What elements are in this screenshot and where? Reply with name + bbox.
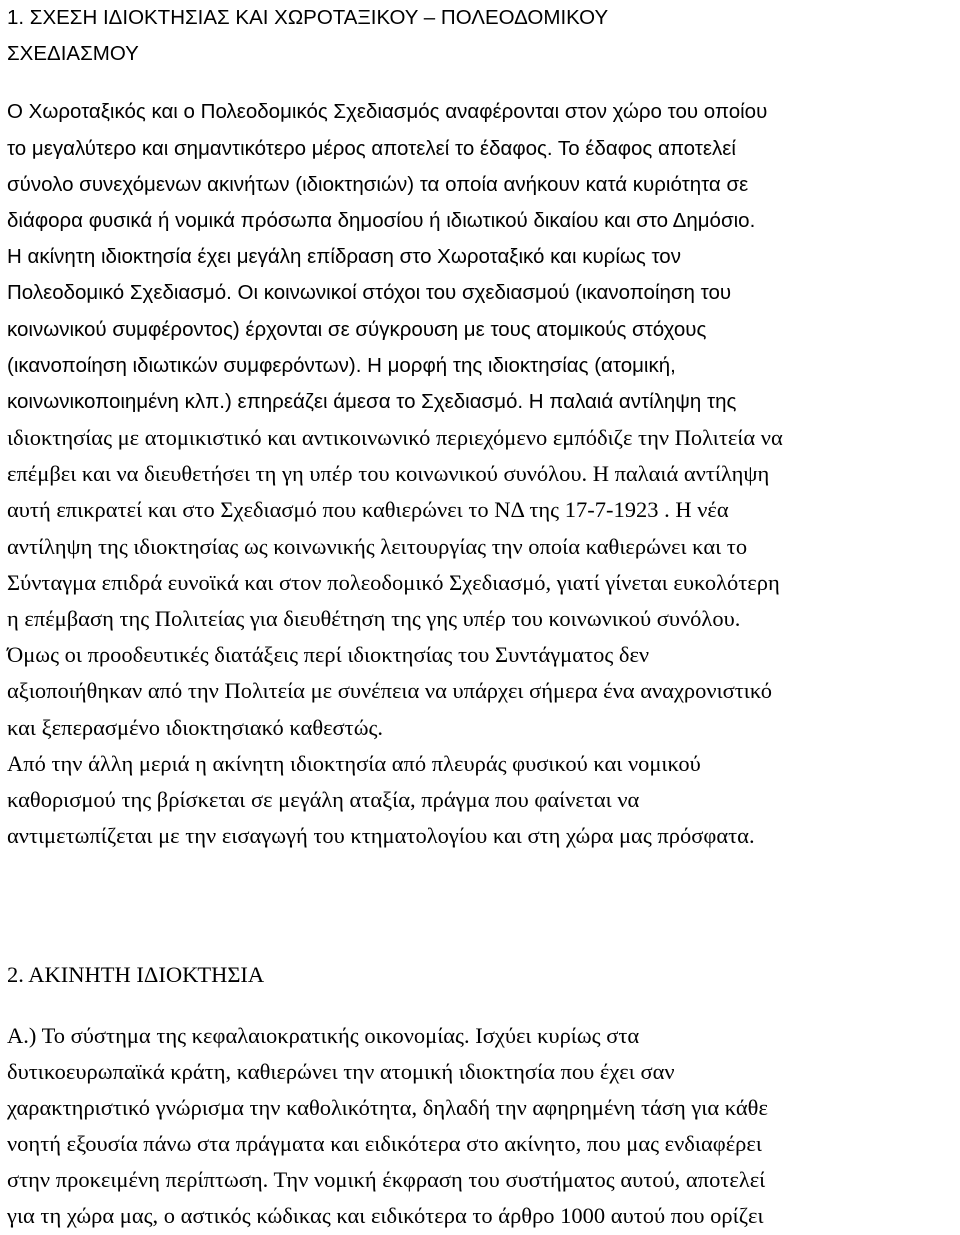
text-line: αντιμετωπίζεται με την εισαγωγή του κτηματολογίου και στη χώρα μας πρόσφατα. <box>7 823 755 849</box>
text-line: Η ακίνητη ιδιοκτησία έχει μεγάλη επίδραση στο Χωροταξικό και κυρίως τον <box>7 245 681 269</box>
section-2-heading: 2. ΑΚΙΝΗΤΗ ΙΔΙΟΚΤΗΣΙΑ <box>7 962 265 988</box>
section-2-paragraph <box>7 1018 957 1235</box>
text-line: σύνολο συνεχόμενων ακινήτων (ιδιοκτησιών) τα οποία ανήκουν κατά κυριότητα σε <box>7 172 749 196</box>
text-line: καθορισμού της βρίσκεται σε μεγάλη αταξία, πράγμα που φαίνεται να <box>7 786 640 812</box>
section-1 <box>7 0 957 854</box>
text-line: Από την άλλη μεριά η ακίνητη ιδιοκτησία από πλευράς φυσικού και νομικού <box>7 750 701 776</box>
text-line: για τη χώρα μας, ο αστικός κώδικας και ειδικότερα το άρθρο 1000 αυτού που ορίζει <box>7 1203 764 1229</box>
text-line: η επέμβαση της Πολιτείας για διευθέτηση της γης υπέρ του κοινωνικού συνόλου. <box>7 606 741 631</box>
text-line: νοητή εξουσία πάνω στα πράγματα και ειδικότερα στο ακίνητο, που μας ενδιαφέρει <box>7 1131 762 1157</box>
spacer <box>7 72 957 94</box>
text-line: (ικανοποίηση ιδιωτικών συμφερόντων). Η μορφή της ιδιοκτησίας (ατομική, <box>7 353 676 377</box>
document-page <box>7 0 957 1235</box>
text-line: Σύνταγμα επιδρά ευνοϊκά και στον πολεοδομικό Σχεδιασμό, γιατί γίνεται ευκολότερη <box>7 569 780 595</box>
text-line: κοινωνικοποιημένη κλπ.) επηρεάζει άμεσα το Σχεδιασμό. Η παλαιά αντίληψη της <box>7 389 737 413</box>
text-line: επέμβει και να διευθετήσει τη γη υπέρ του κοινωνικού συνόλου. Η παλαιά αντίληψη <box>7 461 770 487</box>
text-line: αντίληψη της ιδιοκτησίας ως κοινωνικής λειτουργίας την οποία καθιερώνει και το <box>7 533 748 559</box>
text-line: αυτή επικρατεί και στο Σχεδιασμό που καθιερώνει το ΝΔ της 17-7-1923 . Η νέα <box>7 497 729 523</box>
section-1-heading-line-1: 1. ΣΧΕΣΗ ΙΔΙΟΚΤΗΣΙΑΣ ΚΑΙ ΧΩΡΟΤΑΞΙΚΟΥ – ΠΟΛΕΟΔΟΜΙΚΟΥ <box>7 6 609 29</box>
text-line: κοινωνικού συμφέροντος) έρχονται σε σύγκρουση με τους ατομικούς στόχους <box>7 317 707 341</box>
text-line: αξιοποιήθηκαν από την Πολιτεία με συνέπεια να υπάρχει σήμερα ένα αναχρονιστικό <box>7 678 772 704</box>
text-line: δυτικοευρωπαϊκά κράτη, καθιερώνει την ατομική ιδιοκτησία που έχει σαν <box>7 1058 675 1084</box>
text-line: και ξεπερασμένο ιδιοκτησιακό καθεστώς. <box>7 714 384 740</box>
text-line: το μεγαλύτερο και σημαντικότερο μέρος αποτελεί το έδαφος. Το έδαφος αποτελεί <box>7 136 736 160</box>
text-line: διάφορα φυσικά ή νομικά πρόσωπα δημοσίου ή ιδιωτικού δικαίου και στο Δημόσιο. <box>7 208 756 232</box>
text-line: Πολεοδομικό Σχεδιασμό. Οι κοινωνικοί στόχοι του σχεδιασμού (ικανοποίηση του <box>7 281 732 305</box>
text-line: χαρακτηριστικό γνώρισμα την καθολικότητα, δηλαδή την αφηρημένη τάση για κάθε <box>7 1094 768 1120</box>
text-line: Όμως οι προοδευτικές διατάξεις περί ιδιοκτησίας του Συντάγματος δεν <box>7 642 650 668</box>
text-line: ιδιοκτησίας με ατομικιστικό και αντικοινωνικό περιεχόμενο εμπόδιζε την Πολιτεία να <box>7 425 783 451</box>
text-line: Ο Χωροταξικός και ο Πολεοδομικός Σχεδιασμός αναφέρονται στον χώρο του οποίου <box>7 100 768 124</box>
text-line: Α.) Το σύστημα της κεφαλαιοκρατικής οικονομίας. Ισχύει κυρίως στα <box>7 1022 640 1048</box>
section-2 <box>7 957 957 1234</box>
section-1-paragraph <box>7 94 957 854</box>
spacer <box>7 854 957 957</box>
section-1-heading-line-2: ΣΧΕΔΙΑΣΜΟΥ <box>7 42 139 66</box>
spacer <box>7 994 957 1018</box>
text-line: στην προκειμένη περίπτωση. Την νομική έκφραση του συστήματος αυτού, αποτελεί <box>7 1167 766 1193</box>
